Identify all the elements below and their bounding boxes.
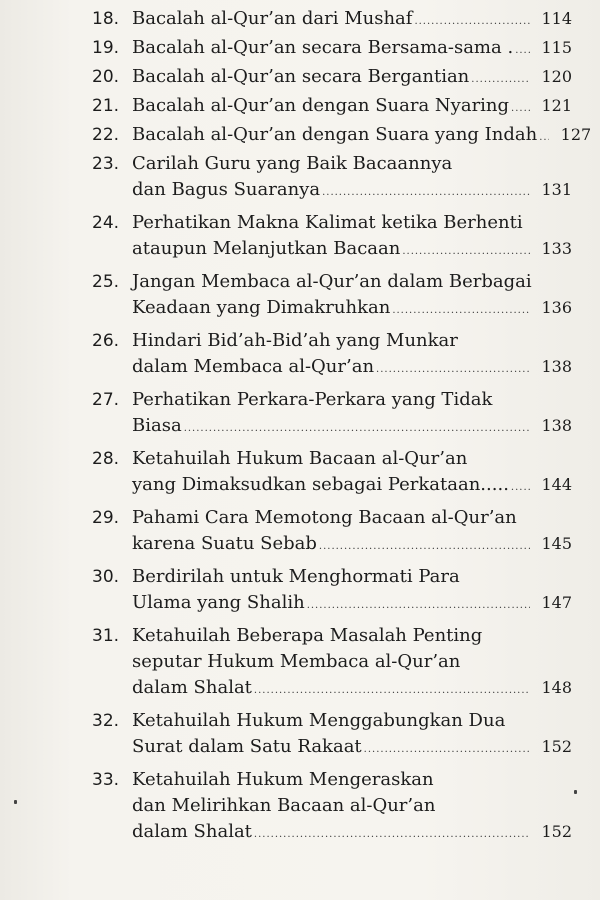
toc-entry-line — [92, 354, 572, 383]
entry-number: 27. — [92, 390, 120, 410]
entry-title: dan Bagus Suaranya — [132, 179, 321, 200]
dot-leader — [515, 38, 530, 64]
toc-entry — [92, 122, 592, 151]
toc-entry-line — [92, 413, 572, 442]
dot-leader — [511, 96, 530, 122]
toc-entry — [92, 6, 572, 35]
dot-leader — [376, 357, 530, 383]
dot-leader — [254, 678, 530, 704]
dot-leader — [307, 593, 530, 619]
page-number: 148 — [541, 678, 572, 697]
entry-number: 19. — [92, 38, 120, 58]
toc-entry — [92, 708, 572, 763]
entry-number: 24. — [92, 213, 120, 233]
toc-entry — [92, 623, 572, 704]
page-number: 114 — [541, 9, 572, 28]
toc-entry-line — [92, 472, 572, 501]
dot-leader — [184, 416, 530, 442]
toc-entry-line — [92, 269, 572, 295]
toc-entry-line — [92, 387, 572, 413]
entry-title: Ulama yang Shalih — [132, 592, 305, 613]
toc-entry — [92, 35, 572, 64]
entry-number: 23. — [92, 154, 120, 174]
toc-entry-line — [92, 623, 572, 649]
page-number: 138 — [541, 357, 572, 376]
toc-entry-line — [92, 328, 572, 354]
entry-title: Biasa — [132, 415, 182, 436]
toc-entry-line — [92, 505, 572, 531]
entry-title: Berdirilah untuk Menghormati Para — [132, 566, 460, 587]
ink-speck — [574, 790, 577, 794]
toc-entry-line — [92, 590, 572, 619]
page-number: 136 — [541, 298, 572, 317]
toc-entry — [92, 93, 572, 122]
page-number: 147 — [541, 593, 572, 612]
dot-leader — [319, 534, 530, 560]
toc-entry — [92, 328, 572, 383]
dot-leader — [539, 125, 549, 151]
entry-number: 21. — [92, 96, 120, 116]
table-of-contents — [92, 6, 592, 852]
dot-leader — [414, 9, 530, 35]
entry-number: 32. — [92, 711, 120, 731]
toc-entry-line — [92, 793, 572, 819]
page-number: 152 — [541, 822, 572, 841]
entry-title: Jangan Membaca al-Qur’an dalam Berbagai — [132, 271, 532, 292]
entry-title: Perhatikan Perkara-Perkara yang Tidak — [132, 389, 493, 410]
entry-number: 18. — [92, 9, 120, 29]
entry-title: dalam Shalat — [132, 677, 252, 698]
toc-entry — [92, 151, 572, 206]
toc-entry — [92, 446, 572, 501]
toc-entry — [92, 564, 572, 619]
entry-number: 25. — [92, 272, 120, 292]
entry-title: Bacalah al-Qur’an secara Bersama-sama . — [132, 37, 514, 58]
toc-entry-line — [92, 236, 572, 265]
dot-leader — [471, 67, 530, 93]
toc-entry-line — [92, 151, 572, 177]
toc-entry — [92, 210, 572, 265]
toc-entry-line — [92, 295, 572, 324]
page-number: 144 — [541, 475, 572, 494]
toc-entry — [92, 269, 572, 324]
entry-title: Carilah Guru yang Baik Bacaannya — [132, 153, 453, 174]
entry-title: seputar Hukum Membaca al-Qur’an — [132, 651, 461, 672]
toc-entry-line — [92, 64, 572, 93]
page-number: 152 — [541, 737, 572, 756]
toc-entry-line — [92, 93, 572, 122]
toc-entry-line — [92, 531, 572, 560]
entry-title: ataupun Melanjutkan Bacaan — [132, 238, 401, 259]
page-number: 131 — [541, 180, 572, 199]
entry-title: Hindari Bid’ah-Bid’ah yang Munkar — [132, 330, 458, 351]
entry-title: yang Dimaksudkan sebagai Perkataan..... — [132, 474, 509, 495]
entry-title: Bacalah al-Qur’an dengan Suara yang Indah — [132, 124, 538, 145]
toc-entry-line — [92, 6, 572, 35]
page-number: 127 — [560, 125, 592, 144]
toc-entry-line — [92, 564, 572, 590]
entry-title: Ketahuilah Hukum Menggabungkan Dua — [132, 710, 506, 731]
page-number: 121 — [541, 96, 572, 115]
entry-title: Bacalah al-Qur’an dari Mushaf — [132, 8, 413, 29]
entry-number: 30. — [92, 567, 120, 587]
entry-number: 26. — [92, 331, 120, 351]
toc-entry — [92, 64, 572, 93]
toc-entry — [92, 505, 572, 560]
page-number: 115 — [541, 38, 572, 57]
entry-title: Ketahuilah Beberapa Masalah Penting — [132, 625, 483, 646]
dot-leader — [392, 298, 530, 324]
toc-entry-line — [92, 177, 572, 206]
toc-entry-line — [92, 819, 572, 848]
toc-entry — [92, 767, 572, 848]
entry-title: dalam Shalat — [132, 821, 252, 842]
toc-entry-line — [92, 767, 572, 793]
toc-entry-line — [92, 210, 572, 236]
entry-title: karena Suatu Sebab — [132, 533, 317, 554]
entry-number: 33. — [92, 770, 120, 790]
toc-entry-line — [92, 122, 592, 151]
toc-entry-line — [92, 734, 572, 763]
entry-title: Surat dalam Satu Rakaat — [132, 736, 362, 757]
toc-entry-line — [92, 35, 572, 64]
toc-entry — [92, 387, 572, 442]
page-number: 138 — [541, 416, 572, 435]
toc-entry-line — [92, 446, 572, 472]
entry-title: Bacalah al-Qur’an dengan Suara Nyaring — [132, 95, 510, 116]
dot-leader — [511, 475, 530, 501]
page-number: 133 — [541, 239, 572, 258]
entry-number: 20. — [92, 67, 120, 87]
toc-entry-line — [92, 675, 572, 704]
dot-leader — [254, 822, 530, 848]
entry-title: Bacalah al-Qur’an secara Bergantian — [132, 66, 470, 87]
entry-title: Keadaan yang Dimakruhkan — [132, 297, 391, 318]
toc-entry-line — [92, 649, 572, 675]
dot-leader — [322, 180, 530, 206]
entry-number: 31. — [92, 626, 120, 646]
entry-title: Perhatikan Makna Kalimat ketika Berhenti — [132, 212, 523, 233]
entry-title: dan Melirihkan Bacaan al-Qur’an — [132, 795, 436, 816]
page-number: 145 — [541, 534, 572, 553]
entry-title: Ketahuilah Hukum Bacaan al-Qur’an — [132, 448, 468, 469]
page-number: 120 — [541, 67, 572, 86]
entry-number: 22. — [92, 125, 120, 145]
entry-title: dalam Membaca al-Qur’an — [132, 356, 375, 377]
dot-leader — [402, 239, 530, 265]
entry-number: 28. — [92, 449, 120, 469]
entry-number: 29. — [92, 508, 120, 528]
ink-speck — [14, 800, 17, 804]
dot-leader — [364, 737, 530, 763]
entry-title: Ketahuilah Hukum Mengeraskan — [132, 769, 434, 790]
entry-title: Pahami Cara Memotong Bacaan al-Qur’an — [132, 507, 517, 528]
toc-entry-line — [92, 708, 572, 734]
